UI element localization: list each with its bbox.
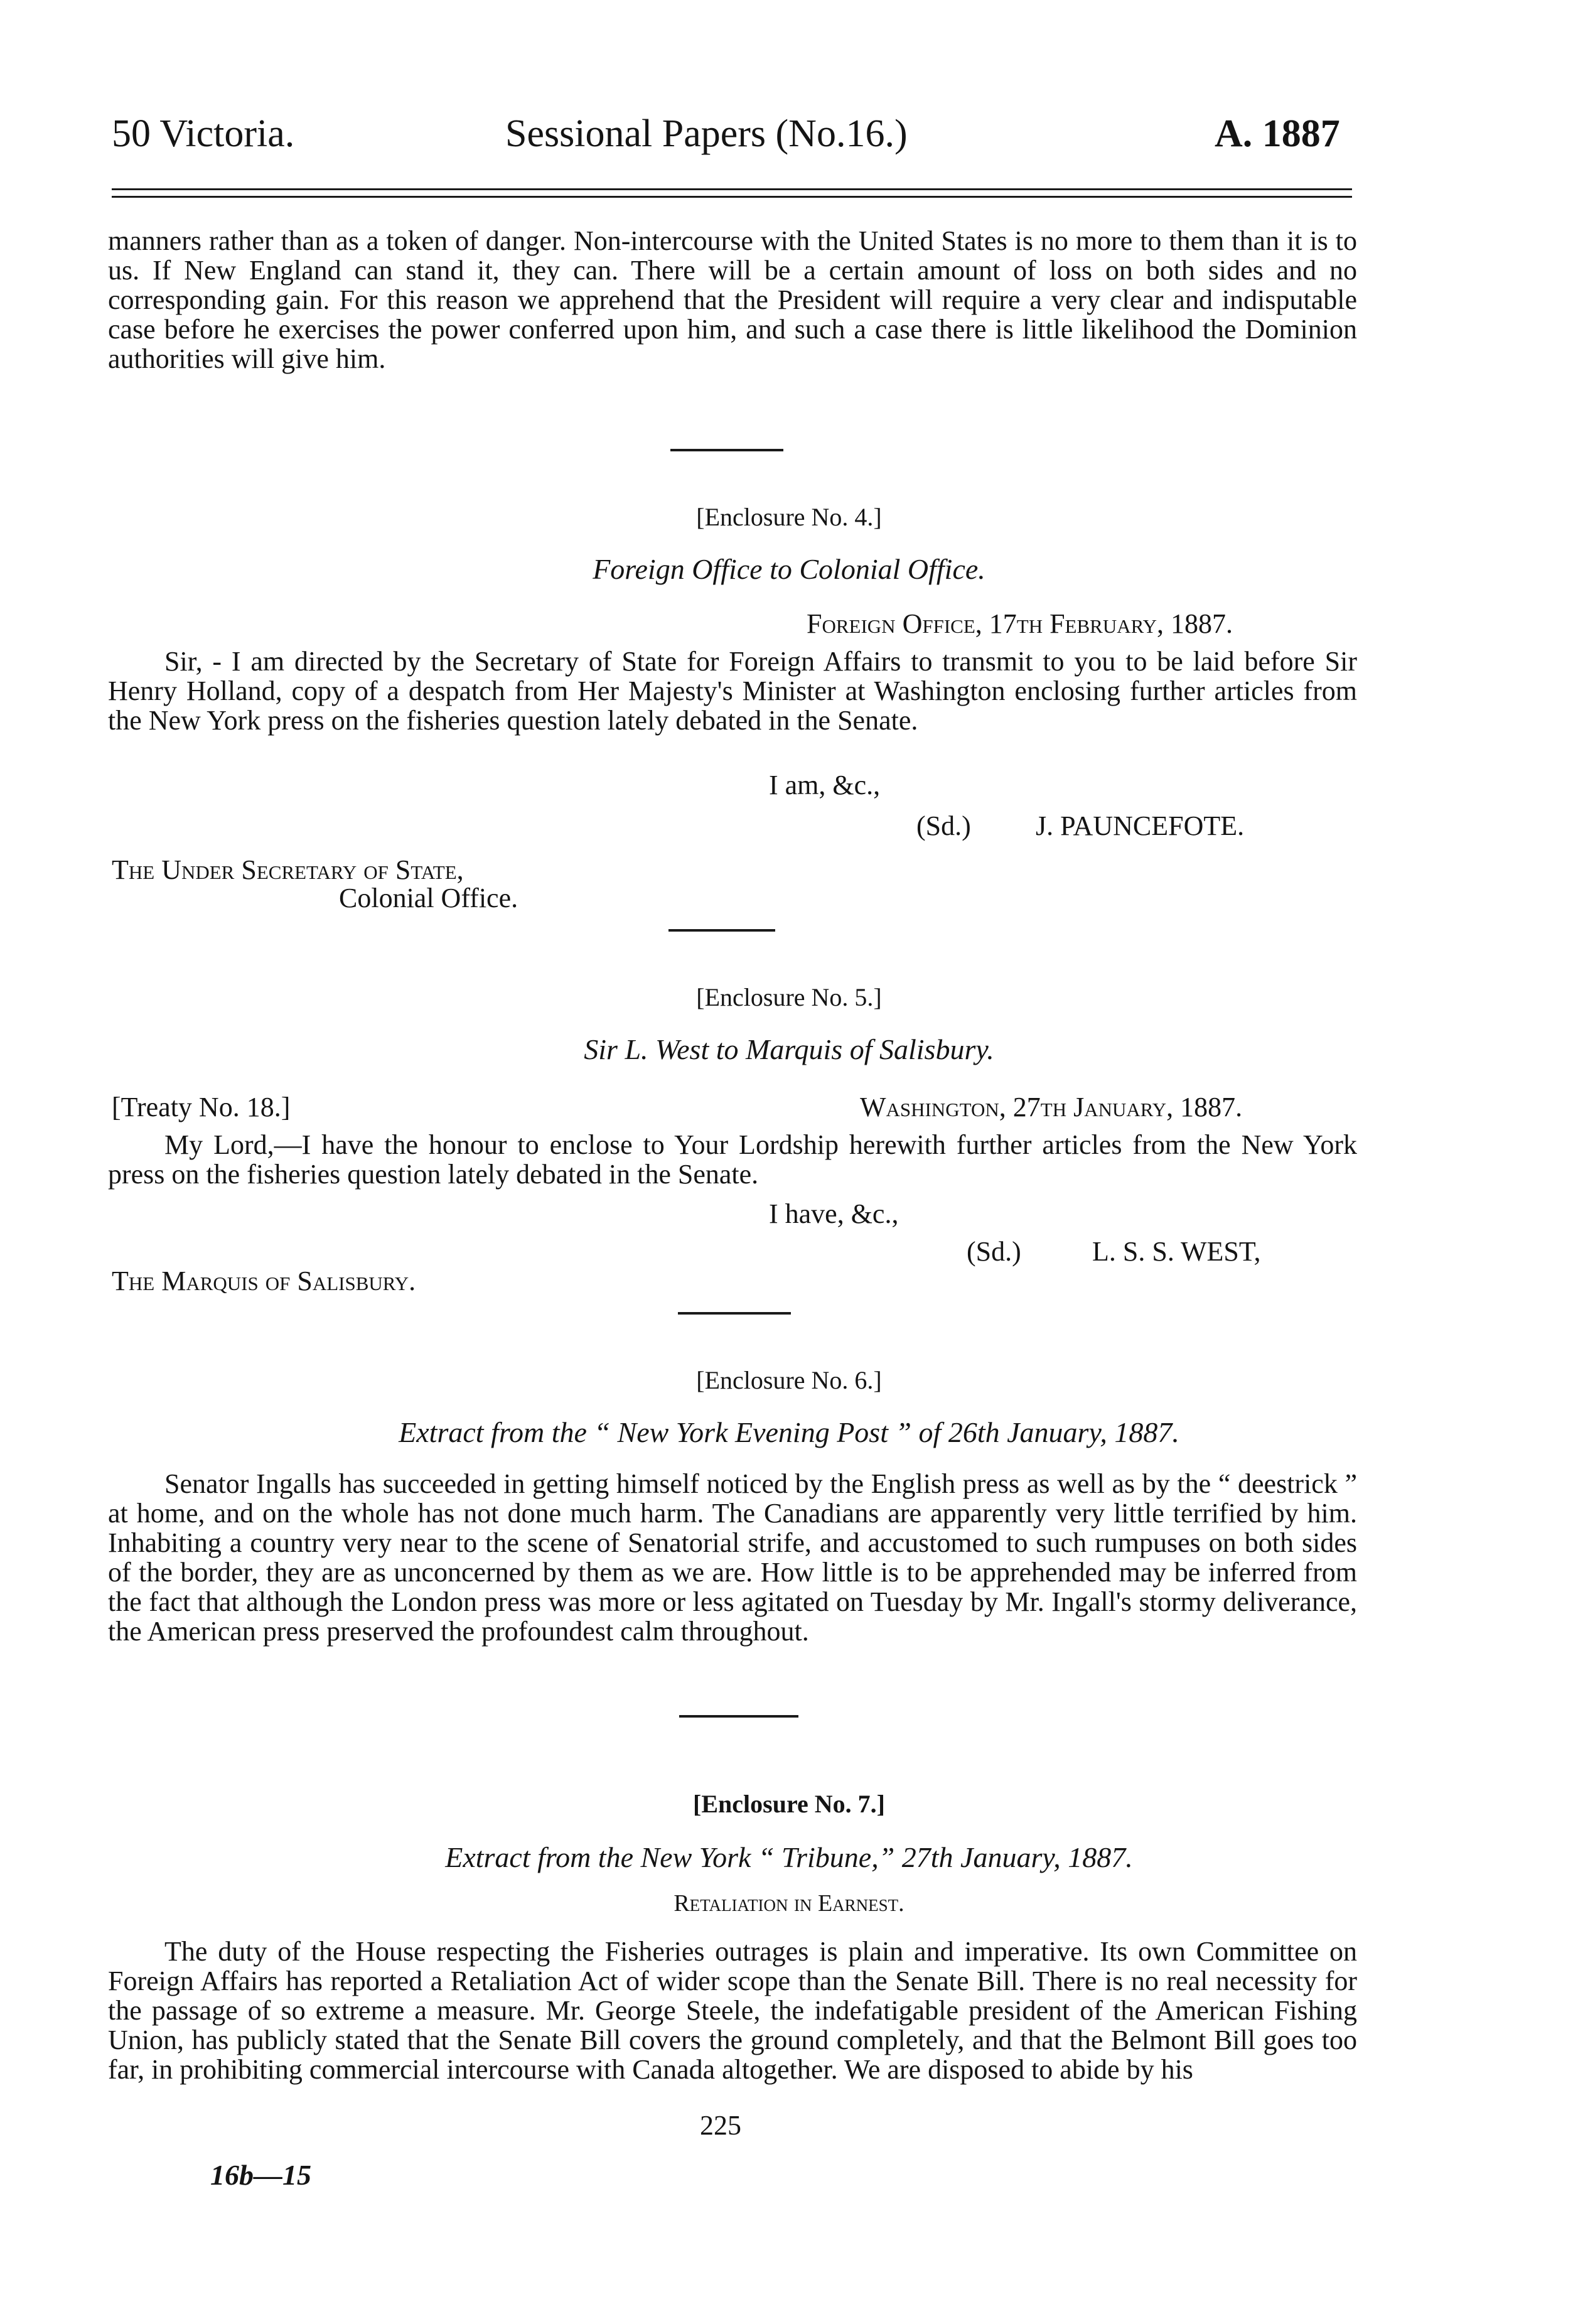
enclosure5-addressee: The Marquis of Salisbury. [112,1266,416,1296]
enclosure6-body: Senator Ingalls has succeeded in getting himself noticed by the English press as well as by the “ deestrick ” at home, and on the whole has not done much harm. The Canadians are apparently very little terrified by him. Inhabiting a country very near to the scene of Senatorial strife, and accustomed to such rumpuses on both sides of the border, they are as unconcerned by them as we are. How little is to be apprehended may be inferred from the fact that although the London press was more or less agitated on Tuesday by Mr. Ingall's stormy deliverance, the American press preserved the profoundest calm throughout. [108,1468,1357,1647]
enclosure7-subtitle: Retaliation in Earnest. [674,1890,904,1917]
section-separator [679,1715,798,1718]
header-center: Sessional Papers (No.16.) [505,112,908,155]
header-rule-top [112,188,1352,190]
header-right: A. 1887 [1215,112,1340,155]
enclosure4-closing: I am, &c., [769,770,881,800]
enclosure5-treaty: [Treaty No. 18.] [112,1092,291,1122]
enclosure5-place-date: Washington, 27th January, 1887. [860,1092,1243,1122]
enclosure7-body: The duty of the House respecting the Fisheries outrages is plain and imperative. Its own Committee on Foreign Affairs has reported a Retaliation Act of wider scope than the Senate Bill. There is no real necessity for the passage of so extreme a measure. Mr. George Steele, the indefatigable president of the American Fishing Union, has publicly stated that the Senate Bill covers the ground completely, and that the Belmont Bill goes too far, in prohibiting commercial intercourse with Canada altogether. We are disposed to abide by his [108,1936,1357,2085]
header-left: 50 Victoria. [112,112,295,155]
section-separator [670,449,783,451]
enclosure5-label: [Enclosure No. 5.] [696,983,882,1011]
enclosure4-label: [Enclosure No. 4.] [696,503,882,531]
header-rule-bottom [112,196,1352,198]
enclosure6-title: Extract from the “ New York Evening Post ” of 26th January, 1887. [399,1416,1179,1448]
intro-paragraph: manners rather than as a token of danger. Non-intercourse with the United States is no more to them than it is to us. If New England can stand it, they can. There will be a certain amount of loss on both sides and no corresponding gain. For this reason we apprehend that the President will require a very clear and indisputable case before he exercises the power conferred upon him, and such a case there is little likelihood the Dominion authorities will give him. [108,225,1357,374]
enclosure5-sd: (Sd.) [967,1236,1021,1267]
page-number: 225 [700,2110,741,2141]
enclosure4-sd: (Sd.) [916,810,971,841]
signature-mark: 16b—15 [210,2159,311,2191]
section-separator [668,929,775,932]
enclosure5-closing: I have, &c., [769,1198,899,1229]
enclosure4-body: Sir, - I am directed by the Secretary of State for Foreign Affairs to transmit to you to be laid before Sir Henry Holland, copy of a despatch from Her Majesty's Minister at Washington enclosing further articles from the New York press on the fisheries question lately debated in the Senate. [108,646,1357,736]
enclosure4-signer: J. PAUNCEFOTE. [1036,810,1245,841]
enclosure6-label: [Enclosure No. 6.] [696,1366,882,1394]
enclosure4-addressee-line2: Colonial Office. [339,883,518,913]
section-separator [678,1312,791,1315]
enclosure5-body: My Lord,—I have the honour to enclose to Your Lordship herewith further articles from the New York press on the fisheries question lately debated in the Senate. [108,1129,1357,1190]
enclosure7-label: [Enclosure No. 7.] [693,1790,885,1818]
enclosure4-place-date: Foreign Office, 17th February, 1887. [807,608,1233,639]
enclosure7-title: Extract from the New York “ Tribune,” 27th January, 1887. [445,1841,1133,1873]
enclosure5-title: Sir L. West to Marquis of Salisbury. [584,1033,994,1065]
enclosure4-title: Foreign Office to Colonial Office. [593,553,985,585]
enclosure5-signer: L. S. S. WEST, [1092,1236,1261,1267]
enclosure4-addressee-line1: The Under Secretary of State, [112,854,464,885]
